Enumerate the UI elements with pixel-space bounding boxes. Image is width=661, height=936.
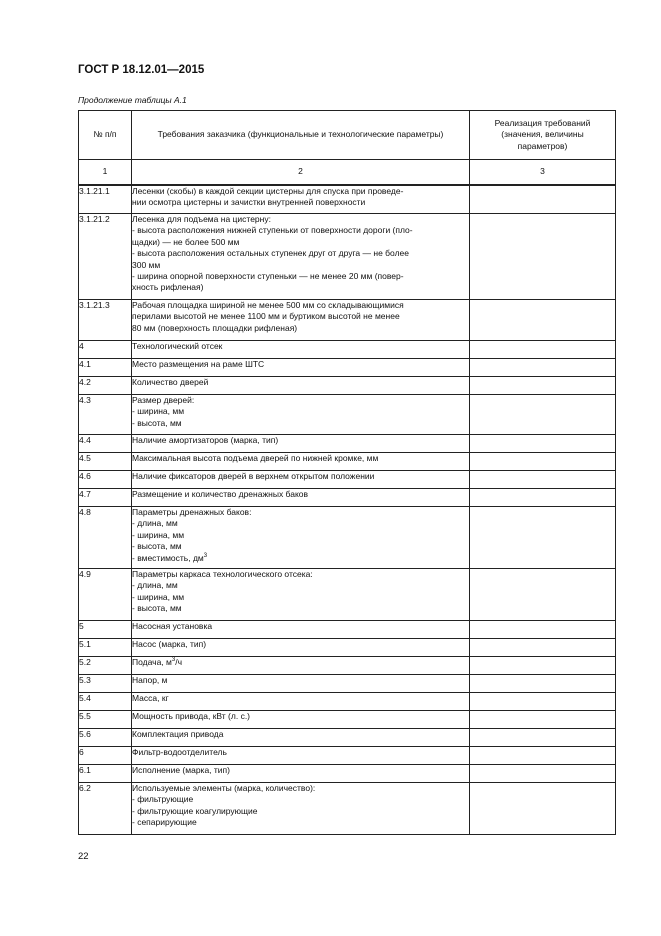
table-row	[79, 471, 616, 489]
header-implementation	[470, 111, 616, 160]
requirement-line: - ширина, мм	[132, 529, 185, 540]
requirement-text	[132, 569, 470, 621]
implementation-cell[interactable]	[470, 657, 616, 675]
table-row	[79, 214, 616, 300]
row-number: 4.1	[79, 359, 132, 377]
requirement-line: Рабочая площадка шириной не менее 500 мм со складывающимися	[132, 300, 404, 310]
implementation-cell[interactable]	[470, 711, 616, 729]
row-number: 3.1.21.2	[79, 214, 132, 300]
requirement-line: Технологический отсек	[132, 341, 223, 351]
implementation-cell[interactable]	[470, 395, 616, 435]
requirement-line: - длина, мм	[132, 580, 178, 591]
table-row	[79, 639, 616, 657]
implementation-cell[interactable]	[470, 693, 616, 711]
row-number: 5.2	[79, 657, 132, 675]
requirement-text	[132, 693, 470, 711]
requirement-line: - ширина опорной поверхности ступеньки — не менее 20 мм (повер-	[132, 271, 404, 282]
requirement-line: Размер дверей:	[132, 395, 195, 405]
implementation-cell[interactable]	[470, 639, 616, 657]
row-number: 4	[79, 341, 132, 359]
table-row	[79, 185, 616, 214]
implementation-cell[interactable]	[470, 489, 616, 507]
requirement-line: щадки) — не более 500 мм	[132, 236, 240, 247]
row-number: 4.5	[79, 453, 132, 471]
row-number: 6.1	[79, 765, 132, 783]
requirement-line: нии осмотра цистерны и зачистки внутренней поверхности	[132, 196, 366, 207]
row-number: 4.2	[79, 377, 132, 395]
requirement-line: перилами высотой не менее 1100 мм и буртиком высотой не менее	[132, 311, 400, 322]
header-requirements: Требования заказчика (функциональные и технологические параметры)	[132, 111, 470, 160]
table-row	[79, 569, 616, 621]
requirement-text	[132, 783, 470, 835]
implementation-cell[interactable]	[470, 300, 616, 341]
requirement-line: - высота, мм	[132, 603, 182, 614]
requirement-line: Количество дверей	[132, 377, 209, 387]
table-row	[79, 453, 616, 471]
table-row	[79, 729, 616, 747]
row-number: 5	[79, 621, 132, 639]
requirement-line: Фильтр-водоотделитель	[132, 747, 227, 757]
requirement-line: - сепарирующие	[132, 817, 197, 828]
header-implementation-line: параметров)	[517, 140, 568, 151]
requirement-line: - фильтрующие	[132, 794, 194, 805]
requirement-text	[132, 507, 470, 569]
requirement-line: Насос (марка, тип)	[132, 639, 207, 649]
requirement-line: - фильтрующие коагулирующие	[132, 805, 258, 816]
row-number: 5.6	[79, 729, 132, 747]
row-number: 4.8	[79, 507, 132, 569]
header-implementation-line: Реализация требований	[494, 117, 591, 128]
requirement-text	[132, 765, 470, 783]
requirement-line: - высота, мм	[132, 417, 182, 428]
requirement-text	[132, 453, 470, 471]
implementation-cell[interactable]	[470, 471, 616, 489]
row-number: 6.2	[79, 783, 132, 835]
column-number: 1	[79, 160, 132, 185]
row-number: 4.3	[79, 395, 132, 435]
table-row	[79, 507, 616, 569]
row-number: 5.3	[79, 675, 132, 693]
requirement-line: - ширина, мм	[132, 591, 185, 602]
table-row	[79, 765, 616, 783]
requirement-text	[132, 185, 470, 214]
table-row	[79, 747, 616, 765]
column-number: 2	[132, 160, 470, 185]
table-row	[79, 489, 616, 507]
requirement-line: Исполнение (марка, тип)	[132, 765, 230, 775]
implementation-cell[interactable]	[470, 435, 616, 453]
table-row	[79, 300, 616, 341]
requirement-line-text: Подача, м	[132, 657, 172, 667]
requirement-text	[132, 214, 470, 300]
table-row	[79, 341, 616, 359]
implementation-cell[interactable]	[470, 185, 616, 214]
column-number: 3	[470, 160, 616, 185]
unit-suffix: /ч	[175, 657, 183, 667]
unit-superscript: 3	[203, 552, 208, 559]
requirement-text	[132, 359, 470, 377]
table-row	[79, 377, 616, 395]
requirement-text	[132, 341, 470, 359]
table-body	[79, 185, 616, 835]
requirement-line: Место размещения на раме ШТС	[132, 359, 265, 369]
requirement-line: Насосная установка	[132, 621, 213, 631]
requirement-text	[132, 621, 470, 639]
implementation-cell[interactable]	[470, 377, 616, 395]
requirement-line: хность рифленая)	[132, 282, 204, 293]
implementation-cell[interactable]	[470, 765, 616, 783]
requirement-text	[132, 435, 470, 453]
requirement-line	[132, 657, 469, 668]
table-row	[79, 675, 616, 693]
requirement-line	[132, 553, 469, 564]
requirement-line: Параметры каркаса технологического отсека:	[132, 569, 313, 579]
implementation-cell[interactable]	[470, 621, 616, 639]
table-row	[79, 359, 616, 377]
requirement-text	[132, 747, 470, 765]
requirement-line: Напор, м	[132, 675, 168, 685]
unit-superscript: 3	[171, 657, 176, 664]
requirement-text	[132, 377, 470, 395]
requirement-line: 80 мм (поверхность площадки рифленая)	[132, 322, 298, 333]
row-number: 4.6	[79, 471, 132, 489]
implementation-cell[interactable]	[470, 341, 616, 359]
requirement-line: Мощность привода, кВт (л. с.)	[132, 711, 251, 721]
row-number: 3.1.21.3	[79, 300, 132, 341]
requirement-line: - ширина, мм	[132, 406, 185, 417]
requirement-line: - длина, мм	[132, 518, 178, 529]
row-number: 5.4	[79, 693, 132, 711]
requirement-text	[132, 729, 470, 747]
implementation-cell[interactable]	[470, 453, 616, 471]
requirement-line: Наличие фиксаторов дверей в верхнем открытом положении	[132, 471, 375, 481]
requirement-text	[132, 675, 470, 693]
implementation-cell[interactable]	[470, 507, 616, 569]
table-continuation-caption: Продолжение таблицы А.1	[78, 95, 187, 105]
row-number: 5.5	[79, 711, 132, 729]
table-row	[79, 621, 616, 639]
table-row	[79, 783, 616, 835]
implementation-cell[interactable]	[470, 747, 616, 765]
requirement-line: Размещение и количество дренажных баков	[132, 489, 309, 499]
requirement-line: Лесенки (скобы) в каждой секции цистерны для спуска при проведе-	[132, 185, 404, 196]
requirement-line: Параметры дренажных баков:	[132, 507, 252, 517]
requirement-text	[132, 711, 470, 729]
row-number: 6	[79, 747, 132, 765]
row-number: 4.7	[79, 489, 132, 507]
implementation-cell[interactable]	[470, 359, 616, 377]
implementation-cell[interactable]	[470, 569, 616, 621]
row-number: 4.4	[79, 435, 132, 453]
requirement-line: Используемые элементы (марка, количество):	[132, 783, 316, 793]
table-row	[79, 395, 616, 435]
requirement-line: - высота, мм	[132, 541, 182, 552]
implementation-cell[interactable]	[470, 214, 616, 300]
row-number: 3.1.21.1	[79, 185, 132, 214]
row-number: 4.9	[79, 569, 132, 621]
implementation-cell[interactable]	[470, 783, 616, 835]
requirement-text	[132, 657, 470, 675]
header-row	[79, 111, 616, 160]
requirement-line: 300 мм	[132, 259, 161, 270]
requirement-text	[132, 395, 470, 435]
table-row	[79, 693, 616, 711]
requirement-line: Наличие амортизаторов (марка, тип)	[132, 435, 279, 445]
header-implementation-line: (значения, величины	[501, 129, 584, 140]
implementation-cell[interactable]	[470, 729, 616, 747]
requirement-line: - высота расположения остальных ступенек друг от друга — не более	[132, 248, 409, 259]
requirement-line: Масса, кг	[132, 693, 169, 703]
page-number: 22	[78, 851, 89, 862]
requirements-table	[78, 110, 616, 835]
requirement-text	[132, 489, 470, 507]
requirement-text	[132, 300, 470, 341]
requirement-line: - высота расположения нижней ступеньки от поверхности дороги (пло-	[132, 225, 413, 236]
table-row	[79, 435, 616, 453]
requirement-line: Лесенка для подъема на цистерну:	[132, 214, 271, 224]
column-number-row	[79, 160, 616, 185]
table-row	[79, 711, 616, 729]
requirement-line: Максимальная высота подъема дверей по нижней кромке, мм	[132, 453, 379, 463]
table-row	[79, 657, 616, 675]
requirement-line-text: - вместимость, дм	[132, 552, 204, 563]
requirement-text	[132, 471, 470, 489]
implementation-cell[interactable]	[470, 675, 616, 693]
document-id: ГОСТ Р 18.12.01—2015	[78, 64, 205, 76]
row-number: 5.1	[79, 639, 132, 657]
header-num: № п/п	[79, 111, 132, 160]
requirement-line: Комплектация привода	[132, 729, 224, 739]
requirement-text	[132, 639, 470, 657]
